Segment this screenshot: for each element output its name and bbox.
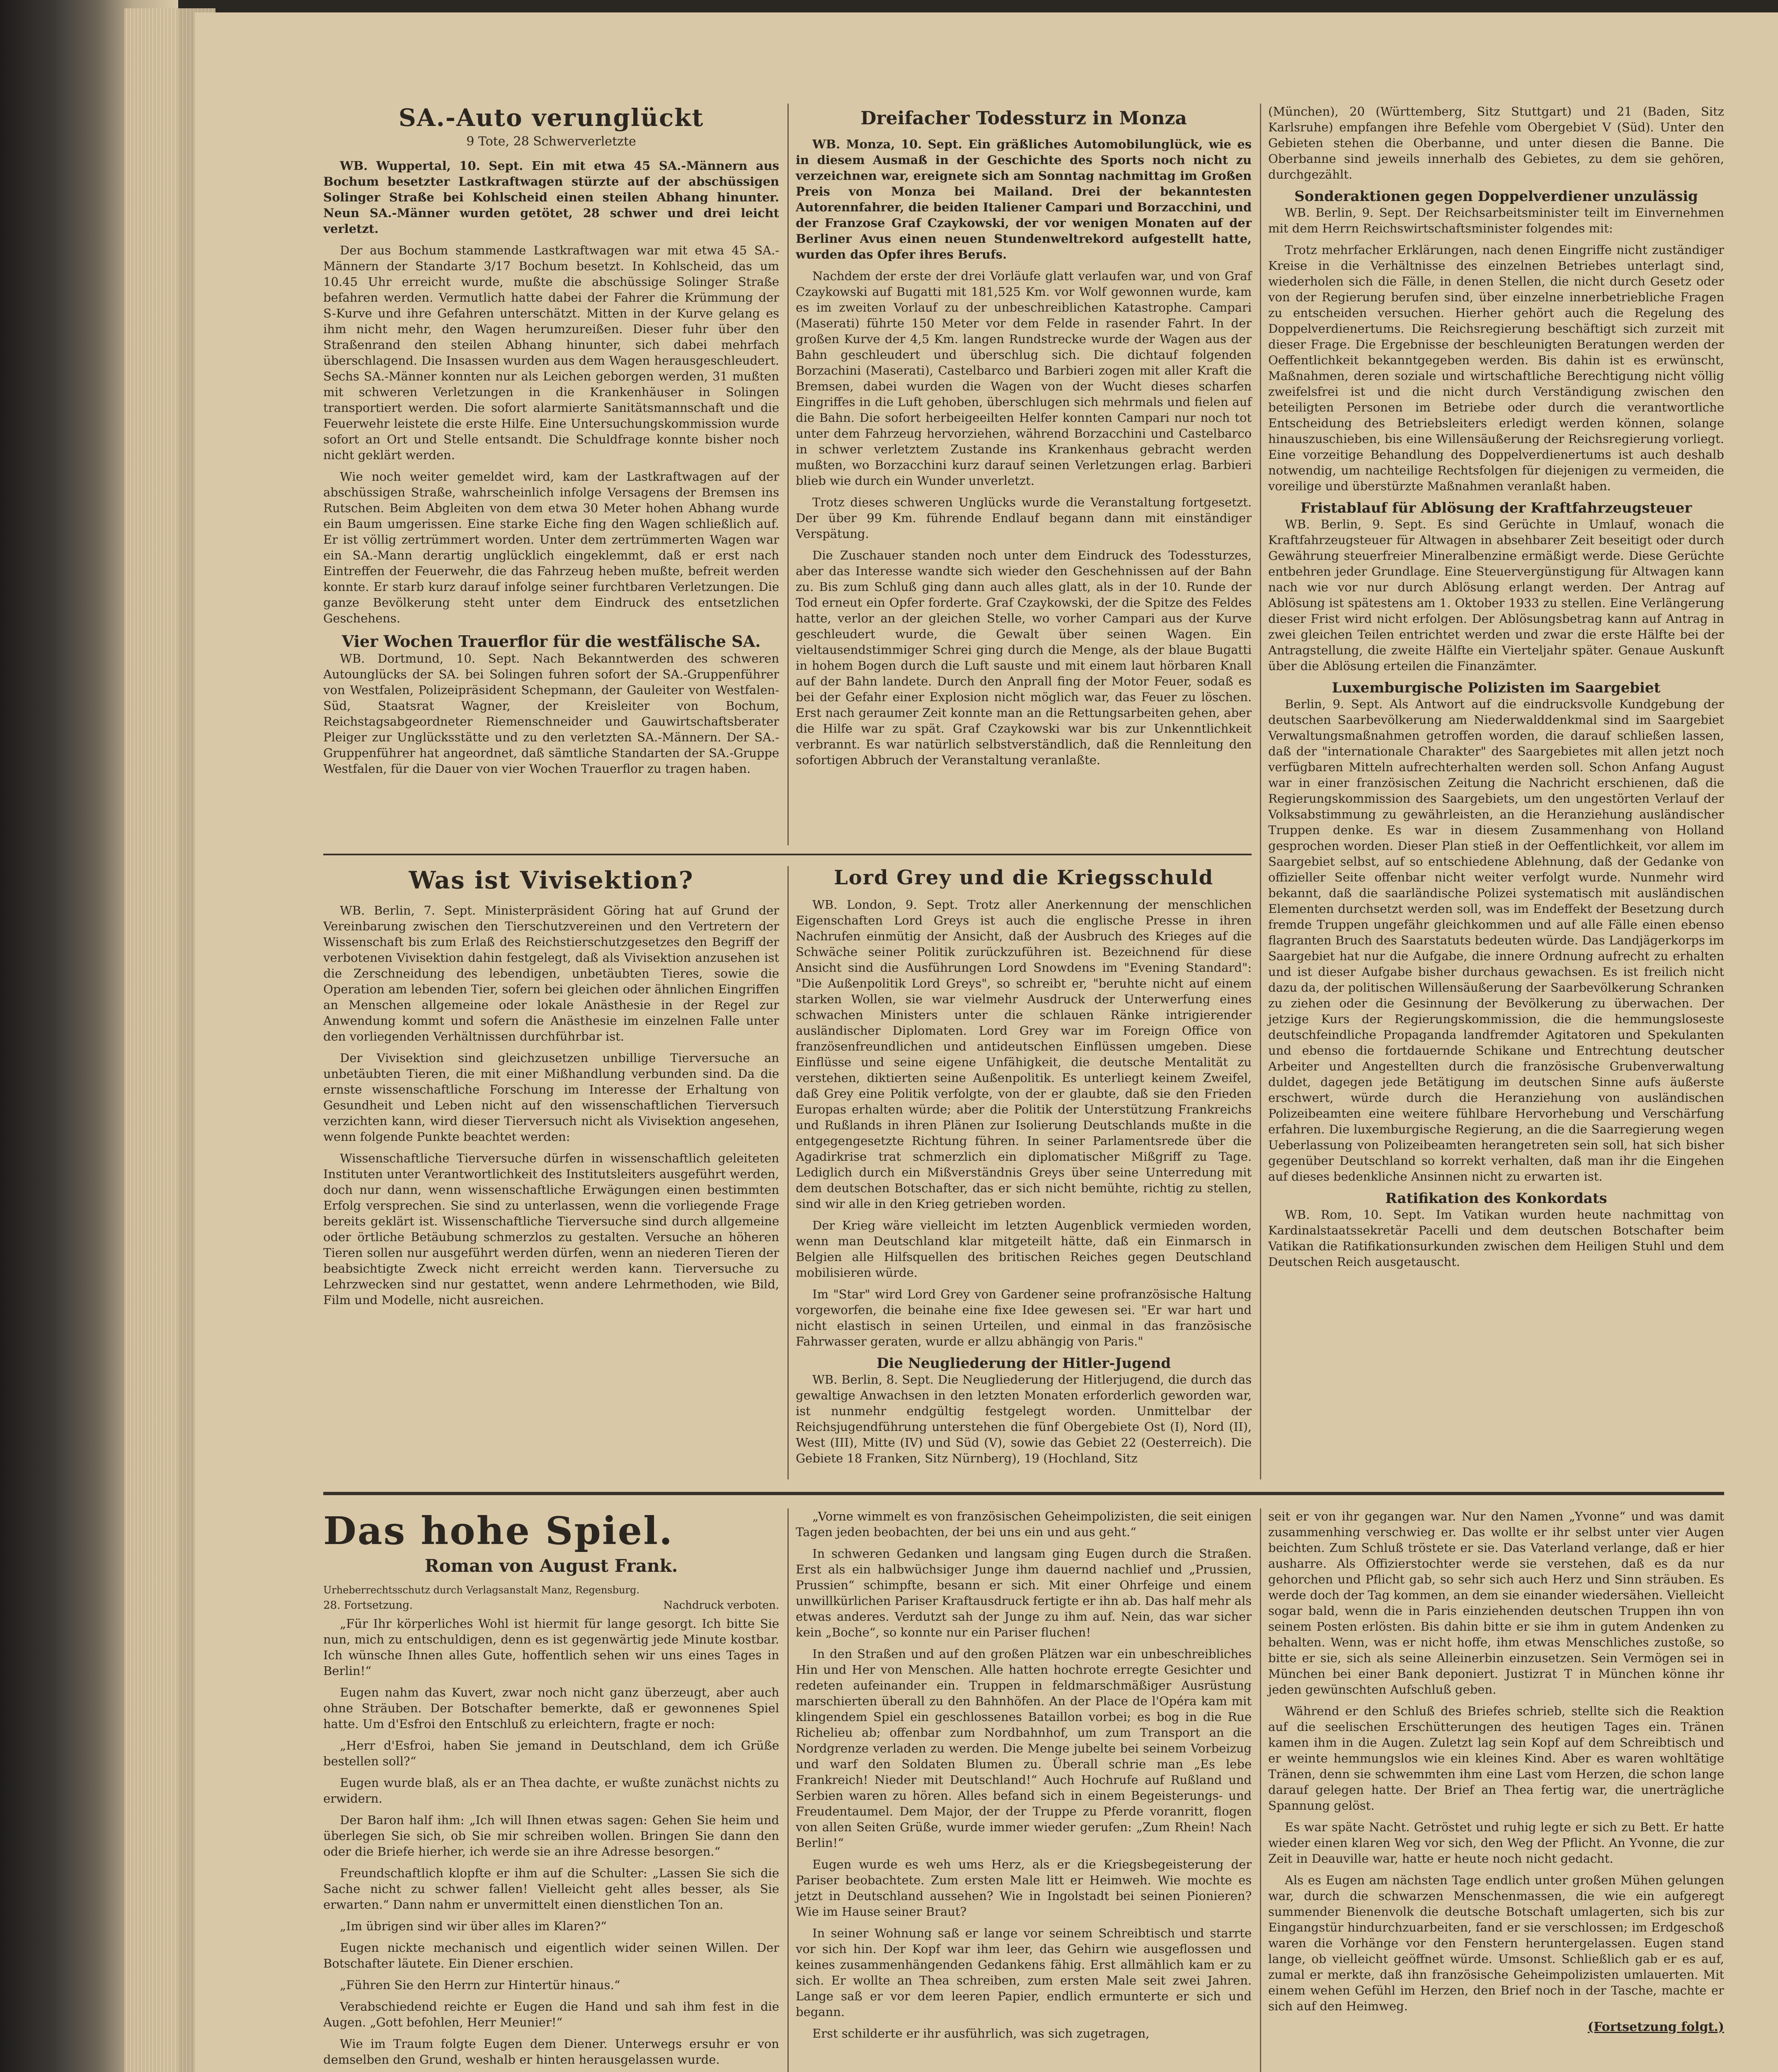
novel-paragraph: „Führen Sie den Herrn zur Hintertür hinaus.“ xyxy=(340,1978,620,1992)
monza-paragraph: Trotz dieses schweren Unglücks wurde die Veranstaltung fortgesetzt. Der über 99 Km. führende Endlauf begann dann mit einständiger Verspätung. xyxy=(796,495,1252,541)
kraftfahrzeug-paragraph: WB. Berlin, 9. Sept. Es sind Gerüchte in Umlauf, wonach die Kraftfahrzeugsteuer für Altwagen in absehbarer Zeit beseitigt oder durch Gewährung steuerfreier Mineralbenzine ermäßigt werde. Diese Gerüchte entbehren jeder Grundlage. Eine Steuervergünstigung für Altwagen kann nach wie vor nur durch Ablösung erlangt werden. Der Antrag auf Ablösung ist spätestens am 1. Oktober 1933 zu stellen. Eine Verlängerung dieser Frist wird nicht erfolgen. Der Ablösungsbetrag kann auf Antrag in zwei gleichen Teilen entrichtet werden und zwar die erste Hälfte bei der Antragstellung, die zweite Hälfte ein Vierteljahr später. Genaue Auskunft über die Ablösung erteilen die Finanzämter. xyxy=(1268,517,1724,673)
doppelverdiener-paragraph: WB. Berlin, 9. Sept. Der Reichsarbeitsminister teilt im Einvernehmen mit dem Herrn Reichswirtschaftsminister folgendes mit: xyxy=(1268,206,1724,235)
novel-paragraph: Verabschiedend reichte er Eugen die Hand und sah ihm fest in die Augen. „Gott befohlen, Herr Meunier!“ xyxy=(323,1999,779,2029)
column-divider xyxy=(787,104,789,845)
monza-paragraph: Nachdem der erste der drei Vorläufe glatt verlaufen war, und von Graf Czaykowski auf Bugatti mit 181,525 Km. vor Wolf gewonnen wurde, kam es im zweiten Vorlauf zu der unbeschreiblichen Katastrophe. Campari (Maserati) führte 150 Meter vor dem Felde in rasender Fahrt. In der großen Kurve der 4,5 Km. langen Rundstrecke wurde der Wagen aus der Bahn geschleudert und überschlug sich. Die dichtauf folgenden Borzachini (Maserati), Castelbarco und Barbieri zogen mit aller Kraft die Bremsen, dabei wurden die Wagen von der Wucht dieses scharfen Eingriffes in die Luft gehoben, überschlugen sich mehrmals und fielen auf die Bahn. Die sofort herbeigeeilten Helfer konnten Campari nur noch tot unter dem Fahrzeug hervorziehen, während Borzacchini und Castelbarco in schwer verletztem Zustande ins Krankenhaus gebracht werden mußten, wo Borzacchini kurz darauf seinen Verletzungen erlag. Barbieri blieb wie durch ein Wunder unverletzt. xyxy=(796,269,1252,488)
lord-grey-title: Lord Grey und die Kriegsschuld xyxy=(833,866,1214,889)
trauerflor-paragraph: WB. Dortmund, 10. Sept. Nach Bekanntwerden des schweren Autounglücks der SA. bei Solingen fuhren sofort der SA.-Gruppenführer von Westfalen, Polizeipräsident Schepmann, der Gauleiter von Westfalen-Süd, Staatsrat Wagner, der Kreisleiter von Bochum, Reichstagsabgeordneter Riemenschneider und Gauwirtschaftsberater Pleiger zur Unglücksstätte und zu den verletzten SA.-Männern. Der SA.-Gruppenführer hat angeordnet, daß sämtliche Standarten der SA.-Gruppe Westfalen, für die Dauer von vier Wochen Trauerflor zu tragen haben. xyxy=(323,651,779,776)
lord-grey-paragraph: WB. London, 9. Sept. Trotz aller Anerkennung der menschlichen Eigenschaften Lord Greys ist auch die englische Presse in ihren Nachrufen einmütig der Ansicht, daß der Ausbruch des Krieges auf die Schwäche seiner Politik zurückzuführen ist. Bezeichnend für diese Ansicht sind die Ausführungen Lord Snowdens im "Evening Standard": "Die Außenpolitik Lord Greys", so schreibt er, "beruhte nicht auf einem starken Wollen, sie war vielmehr Ausdruck der Unterwerfung eines schwachen Ministers unter die schlauen Ränke intrigierender ausländischer Diplomaten. Lord Grey war im Foreign Office von französenfreundlichen und antideutschen Einflüssen umgeben. Diese Einflüsse und seine eigene Unfähigkeit, die deutsche Mentalität zu verstehen, diktierten seine Außenpolitik. Es unterliegt keinem Zweifel, daß Grey eine Politik verfolgte, von der er glaubte, daß sie den Frieden Europas erhalten würde; aber die Politik der Unterstützung Frankreichs und Rußlands in ihren Plänen zur Isolierung Deutschlands mußte in die entgegengesetzte Richtung führen. In seiner Parlamentsrede über die Agadirkrise trat schmerzlich ein diplomatischer Mißgriff zu Tage. Lediglich durch ein Mißverständnis Greys über seine Unterredung mit dem deutschen Botschafter, das er sich nicht bemühte, richtig zu stellen, sind wir alle in den Krieg getrieben worden. xyxy=(796,898,1252,1211)
novel-column-3 xyxy=(1268,1508,1724,2034)
lord-grey-paragraph: Der Krieg wäre vielleicht im letzten Augenblick vermieden worden, wenn man Deutschland klar mitgeteilt hätte, daß ein Einmarsch in Belgien alle Hilfsquellen des britischen Reiches gegen Deutschland mobilisieren würde. xyxy=(796,1218,1252,1280)
novel-subtitle: Roman von August Frank. xyxy=(424,1556,678,1576)
vivisektion-paragraph: Wissenschaftliche Tierversuche dürfen in wissenschaftlich geleiteten Instituten unter Verantwortlichkeit des Institutsleiters ausgeführt werden, doch nur dann, wenn wissenschaftliche Erwägungen einen bestimmten Erfolg versprechen. Sie sind zu unterlassen, wenn die vorliegende Frage bereits geklärt ist. Wissenschaftliche Tierversuche sind durch allgemeine oder örtliche Betäubung schmerzlos zu gestalten. Versuche an höheren Tieren sollen nur ausgeführt werden dürfen, wenn an niederen Tieren der beabsichtigte Zweck nicht erreicht werden kann. Tierversuche zu Lehrzwecken sind nur gestattet, wenn andere Lehrmethoden, wie Bild, Film und Modelle, nicht ausreichen. xyxy=(323,1151,779,1307)
konkordat-title: Ratifikation des Konkordats xyxy=(1385,1190,1607,1207)
novel-paragraph: Freundschaftlich klopfte er ihm auf die Schulter: „Lassen Sie sich die Sache nicht zu schwer fallen! Vielleicht geht alles besser, als Sie erwarten.“ Dann nahm er unvermittelt einen dienstlichen Ton an. xyxy=(323,1866,779,1912)
vivisektion-paragraph: WB. Berlin, 7. Sept. Ministerpräsident Göring hat auf Grund der Vereinbarung zwischen den Tierschutzvereinen und den Vertretern der Wissenschaft bis zum Erlaß des Reichstierschutzgesetzes den Begriff der verbotenen Vivisektion dahin festgelegt, daß als Vivisektion anzusehen ist die Zerschneidung des lebendigen, unbetäubten Tieres, sowie die Operation am lebenden Tier, sofern bei gleichen oder ähnlichen Eingriffen an Menschen allgemeine oder lokale Anästhesie in der Regel zur Anwendung kommt und sofern die Anästhesie im einzelnen Falle unter den vorliegenden Verhältnissen durchführbar ist. xyxy=(323,903,779,1043)
column-2-top xyxy=(796,104,1252,774)
sa-auto-paragraph: Wie noch weiter gemeldet wird, kam der Lastkraftwagen auf der abschüssigen Straße, wahrscheinlich infolge Versagens der Bremsen ins Rutschen. Beim Abgleiten von dem etwa 30 Meter hohen Abhang wurde ein Baum umgerissen. Eine starke Eiche fing den Wagen schließlich auf. Er ist völlig zertrümmert worden. Unter dem zertrümmerten Wagen war ein SA.-Mann derartig unglücklich eingeklemmt, daß er erst nach Eintreffen der Feuerwehr, die das Fahrzeug heben mußte, befreit werden konnte. Er starb kurz darauf infolge seiner furchtbaren Verletzungen. Die ganze Bevölkerung steht unter dem Eindruck des entsetzlichen Geschehens. xyxy=(323,470,779,625)
column-2-middle xyxy=(796,866,1252,1472)
monza-paragraph: Die Zuschauer standen noch unter dem Eindruck des Todessturzes, aber das Interesse wandte sich wieder den Geschehnissen auf der Bahn zu. Bis zum Schluß ging dann auch alles glatt, als in der 10. Runde der Tod erneut ein Opfer forderte. Graf Czaykowski, der die Spitze des Feldes hatte, verlor an der gleichen Stelle, wo vorher Campari aus der Kurve geschleudert wurde, die Gewalt über seinen Wagen. Ein vieltausendstimmiger Schrei ging durch die Menge, als der blaue Bugatti in hohem Bogen durch die Luft sauste und mit einem laut hörbaren Knall auf der Bahn landete. Durch den Anprall fing der Motor Feuer, sodaß es bei der Gefahr einer Explosion nicht möglich war, das Feuer zu löschen. Erst nach geraumer Zeit konnte man an die Rettungsarbeiten gehen, aber die Hilfe war zu spät. Graf Czaykowski war bis zur Unkenntlichkeit verbrannt. Es war natürlich selbstverständlich, daß die Rennleitung den sofortigen Abbruch der Veranstaltung veranlaßte. xyxy=(796,548,1252,767)
doppelverdiener-title: Sonderaktionen gegen Doppelverdiener unzulässig xyxy=(1294,188,1698,205)
hj-continuation: (München), 20 (Württemberg, Sitz Stuttgart) und 21 (Baden, Sitz Karlsruhe) empfangen ihre Befehle vom Obergebiet V (Süd). Unter den Gebieten stehen die Oberbanne, und unter diesen die Banne. Die Oberbanne sind jeweils innerhalb des Gebietes, zu dem sie gehören, durchgezählt. xyxy=(1268,104,1724,182)
novel-paragraph: Eugen wurde blaß, als er an Thea dachte, er wußte zunächst nichts zu erwidern. xyxy=(323,1776,779,1806)
sa-auto-paragraph: Der aus Bochum stammende Lastkraftwagen war mit etwa 45 SA.-Männern der Standarte 3/17 Bochum besetzt. In Kohlscheid, das um 10.45 Uhr erreicht wurde, mußte die abschüssige Solinger Straße befahren werden. Vermutlich hatte dabei der Fahrer die Krümmung der S-Kurve und ihre Gefahren unterschätzt. Mitten in der Kurve gelang es ihm nicht mehr, den Wagen herumzureißen. Dieser fuhr über den Straßenrand den steilen Abhang hinunter, sich dabei mehrfach überschlagend. Die Insassen wurden aus dem Wagen herausgeschleudert. Sechs SA.-Männer konnten nur als Leichen geborgen werden, 31 mußten mit schweren Verletzungen in die Krankenhäuser in Solingen transportiert werden. Die sofort alarmierte Sanitätsmannschaft und die Feuerwehr leistete die erste Hilfe. Eine Untersuchungskommission wurde sofort an Ort und Stelle entsandt. Die Schuldfrage konnte bisher noch nicht geklärt werden. xyxy=(323,243,779,462)
novel-title: Das hohe Spiel. xyxy=(323,1508,674,1553)
novel-paragraph: „Herr d'Esfroi, haben Sie jemand in Deutschland, dem ich Grüße bestellen soll?“ xyxy=(323,1738,779,1768)
novel-meta-row xyxy=(323,1599,779,1612)
saargebiet-paragraph: Berlin, 9. Sept. Als Antwort auf die eindrucksvolle Kundgebung der deutschen Saarbevölkerung am Niederwalddenkmal sind im Saargebiet Verwaltungsmaßnahmen getroffen worden, die darauf schließen lassen, daß der "internationale Charakter" des Saargebietes mit allen jetzt noch verfügbaren Mitteln aufrechterhalten werden soll. Schon Anfang August war in einer französischen Zeitung die Nachricht erschienen, daß die Regierungskommission des Saargebiets, um den ungestörten Verlauf der Volksabstimmung zu gewährleisten, an die Heranziehung ausländischer Truppen denke. Es war in diesem Zusammenhang von Holland gesprochen worden. Dieser Plan stieß in der Oeffentlichkeit, vor allem im Saargebiet selbst, auf so entschiedene Ablehnung, daß der Gedanke von offizieller Seite offenbar nicht weiter verfolgt wurde. Nunmehr wird bekannt, daß die saarländische Polizei systematisch mit ausländischen Elementen durchsetzt werden soll, was im Endeffekt der Besetzung durch fremde Truppen ungefähr gleichkommen und auf alle Fälle einen ebenso flagranten Bruch des Saarstatuts bedeuten würde. Das Landjägerkorps im Saargebiet hat nur die Aufgabe, die innere Ordnung aufrecht zu erhalten und ist dieser Aufgabe bisher durchaus gewachsen. Es ist freilich nicht dazu da, der politischen Willensäußerung der Saarbevölkerung Schranken zu ziehen oder die Gesinnung der Bevölkerung zu überwachen. Der jetzige Kurs der Regierungskommission, die die hemmungsloseste deutschfeindliche Propaganda landfremder Agitatoren und Spekulanten und ebenso die fortdauernde Schikane und Entrechtung deutscher Arbeiter und Angestellten durch die französische Grubenverwaltung duldet, dagegen jede Betätigung im deutschen Sinne aufs äußerste erschwert, würde durch die Heranziehung von ausländischen Polizeibeamten eine weitere fühlbare Hervorhebung und Verschärfung erfahren. Die luxemburgische Regierung, an die die Saarregierung wegen Ueberlassung von Polizeibeamten herangetreten sein soll, hat sich bisher gegenüber Deutschland so korrekt verhalten, daß man ihr die Eingehen auf dieses bedenkliche Ansinnen nicht zu erwarten ist. xyxy=(1268,697,1724,1184)
feuilleton-rule xyxy=(323,1492,1724,1495)
novel-paragraph: Wie im Traum folgte Eugen dem Diener. Unterwegs ersuhr er von demselben den Grund, weshalb er hinten herausgelassen wurde. xyxy=(323,2037,779,2067)
sa-auto-subtitle: 9 Tote, 28 Schwerverletzte xyxy=(466,134,636,149)
column-divider xyxy=(787,866,789,1479)
novel-paragraph: In seiner Wohnung saß er lange vor seinem Schreibtisch und starrte vor sich hin. Der Kopf war ihm leer, das Gehirn wie ausgeflossen und keines zusammenhängenden Gedankens fähig. Erst allmählich kam er zu sich. Er wollte an Thea schreiben, zum ersten Male seit zwei Jahren. Lange saß er vor dem leeren Papier, endlich ermunterte er sich und begann. xyxy=(796,1926,1252,2019)
column-divider xyxy=(787,1508,789,2072)
saargebiet-title: Luxemburgische Polizisten im Saargebiet xyxy=(1332,680,1661,696)
novel-paragraph: In schweren Gedanken und langsam ging Eugen durch die Straßen. Erst als ein halbwüchsiger Junge ihm dauernd nachlief und „Prussien, Prussien“ schimpfte, besann er sich. Mit einer Ohrfeige und einem unwillkürlichen Pariser Kraftausdruck fertigte er ihn ab. Das half mehr als etwas anderes. Verdutzt sah der Junge zu ihm auf. Nein, das war sicher kein „Boche“, so konnte nur ein Pariser fluchen! xyxy=(796,1547,1252,1639)
section-rule xyxy=(323,854,1252,855)
kraftfahrzeug-title: Fristablauf für Ablösung der Kraftfahrzeugsteuer xyxy=(1300,500,1692,516)
novel-paragraph: Der Baron half ihm: „Ich will Ihnen etwas sagen: Gehen Sie heim und überlegen Sie sich, ob Sie mir schreiben wollen. Bringen Sie dann den oder die Briefe hierher, ich werde sie an ihre Adresse besorgen.“ xyxy=(323,1813,779,1859)
column-3 xyxy=(1268,104,1724,1276)
column-divider xyxy=(1260,1508,1261,2072)
novel-column-2 xyxy=(796,1508,1252,2047)
novel-paragraph: Eugen wurde es weh ums Herz, als er die Kriegsbegeisterung der Pariser beobachtete. Zum ersten Male litt er Heimweh. Wie mochte es jetzt in Deutschland aussehen? Wie in Ingolstadt bei seinen Pionieren? Wie im Hause seiner Braut? xyxy=(796,1857,1252,1919)
novel-copyright: Urheberrechtsschutz durch Verlagsanstalt Manz, Regensburg. xyxy=(323,1584,639,1596)
novel-paragraph: seit er von ihr gegangen war. Nur den Namen „Yvonne“ und was damit zusammenhing verschwieg er. Das wollte er ihr selbst unter vier Augen beichten. Zum Schluß tröstete er sie. Das Vaterland verlange, daß er hier ausharre. Als Offizierstochter werde sie verstehen, daß es da nur gehorchen und Pflicht gab, so sehr sich auch Herz und Sinn sträuben. Es werde doch der Tag kommen, an dem sie einander wiedersähen. Vielleicht sogar bald, wenn die in Paris einziehenden deutschen Truppen ihn von seinem Posten erlösten. Bis dahin bitte er sie ihm in gutem Andenken zu behalten. Wenn, was er nicht hoffe, ihm etwas Menschliches zustoße, so bitte er sie, sich als seine Alleinerbin einzusetzen. Sein Vermögen sei in München bei einer Bank deponiert. Justizrat T in München könne ihr jeden gewünschten Aufschluß geben. xyxy=(1268,1509,1724,1697)
novel-reprint-note: Nachdruck verboten. xyxy=(663,1599,779,1612)
vivisektion-title: Was ist Vivisektion? xyxy=(409,866,694,894)
novel-paragraph: „Für Ihr körperliches Wohl ist hiermit für lange gesorgt. Ich bitte Sie nun, mich zu entschuldigen, denn es ist gegenwärtig jede Minute kostbar. Ich wünsche Ihnen alles Gute, hoffentlich sehen wir uns eines Tages in Berlin!“ xyxy=(323,1617,779,1678)
lord-grey-paragraph: Im "Star" wird Lord Grey von Gardener seine profranzösische Haltung vorgeworfen, die beinahe eine fixe Idee gewesen sei. "Er war hart und nicht elastisch in seinen Urteilen, und einmal in das französische Fahrwasser geraten, wurde er allzu abhängig von Paris." xyxy=(796,1287,1252,1348)
novel-paragraph: „Im übrigen sind wir über alles im Klaren?“ xyxy=(340,1919,607,1933)
doppelverdiener-paragraph: Trotz mehrfacher Erklärungen, nach denen Eingriffe nicht zuständiger Kreise in die Verhältnisse des einzelnen Betriebes unterlagt sind, wiederholen sich die Fälle, in denen Stellen, die nicht durch Gesetz oder von der Regierung berufen sind, über einzelne innerbetriebliche Fragen zu entscheiden versuchen. Hierher gehört auch die Regelung des Doppelverdienertums. Die Reichsregierung beschäftigt sich zurzeit mit dieser Frage. Die Ergebnisse der beschleunigten Beratungen werden der Oeffentlichkeit bekanntgegeben werden. Bis dahin ist es erwünscht, Maßnahmen, deren soziale und wirtschaftliche Berechtigung nicht völlig zweifelsfrei ist und die nicht durch Verständigung zwischen den beteiligten Personen im Betriebe oder durch die verantwortliche Entscheidung des Betriebsleiters erledigt werden können, solange hinauszuschieben, bis eine Willensäußerung der Reichsregierung vorliegt. Eine vorzeitige Behandlung des Doppelverdienertums ist auch deshalb notwendig, um nachteilige Rechtsfolgen für diejenigen zu vermeiden, die voreilige und überstürzte Maßnahmen veranlaßt haben. xyxy=(1268,243,1724,493)
novel-paragraph: Erst schilderte er ihr ausführlich, was sich zugetragen, xyxy=(812,2026,1150,2041)
column-divider xyxy=(1260,104,1261,1479)
novel-paragraph: Es war späte Nacht. Getröstet und ruhig legte er sich zu Bett. Er hatte wieder einen klaren Weg vor sich, den Weg der Pflicht. An Yvonne, die zur Zeit in Deauville war, hatte er heute noch nicht gedacht. xyxy=(1268,1820,1724,1866)
novel-paragraph: „Vorne wimmelt es von französischen Geheimpolizisten, die seit einigen Tagen jeden beobachten, der bei uns ein und aus geht.“ xyxy=(796,1509,1252,1539)
trauerflor-title: Vier Wochen Trauerflor für die westfälische SA. xyxy=(342,632,761,651)
hitlerjugend-paragraph: WB. Berlin, 8. Sept. Die Neugliederung der Hitlerjugend, die durch das gewaltige Anwachsen in den letzten Monaten erforderlich geworden war, ist nunmehr endgültig festgelegt worden. Unmittelbar der Reichsjugendführung unterstehen die fünf Obergebiete Ost (I), Nord (II), West (III), Mitte (IV) und Süd (V), sowie das Gebiet 22 (Oesterreich). Die Gebiete 18 Franken, Sitz Nürnberg), 19 (Hochland, Sitz xyxy=(796,1372,1252,1465)
vivisektion-paragraph: Der Vivisektion sind gleichzusetzen unbillige Tierversuche an unbetäubten Tieren, die mit einer Mißhandlung verbunden sind. Da die ernste wissenschaftliche Forschung im Interesse der Erhaltung von Gesundheit und Leben nicht auf den wissenschaftlichen Tierversuch verzichten kann, wird dieser Tierversuch nicht als Vivisektion angesehen, wenn folgende Punkte beachtet werden: xyxy=(323,1051,779,1144)
konkordat-paragraph: WB. Rom, 10. Sept. Im Vatikan wurden heute nachmittag von Kardinalstaatssekretär Pacelli und dem deutschen Botschafter beim Vatikan die Ratifikationsurkunden zwischen dem Heiligen Stuhl und dem Deutschen Reich ausgetauscht. xyxy=(1268,1208,1724,1269)
monza-lead: WB. Monza, 10. Sept. Ein gräßliches Automobilunglück, wie es in diesem Ausmaß in der Geschichte des Sports noch nicht zu verzeichnen war, ereignete sich am Sonntag nachmittag im Großen Preis von Monza bei Mailand. Drei der bekanntesten Autorennfahrer, die beiden Italiener Campari und Borzacchini, und der Franzose Graf Czaykowski, der vor wenigen Monaten auf der Berliner Avus einen neuen Stundenweltrekord aufgestellt hatte, wurden das Opfer ihres Berufs. xyxy=(796,137,1252,261)
sa-auto-lead: WB. Wuppertal, 10. Sept. Ein mit etwa 45 SA.-Männern aus Bochum besetzter Lastkraftwagen stürzte auf der abschüssigen Solinger Straße bei Kohlscheid einen steilen Abhang hinunter. Neun SA.-Männer wurden getötet, 28 schwer und drei leicht verletzt. xyxy=(323,159,779,236)
novel-paragraph: Während er den Schluß des Briefes schrieb, stellte sich die Reaktion auf die seelischen Erschütterungen des heutigen Tages ein. Tränen kamen ihm in die Augen. Zuletzt lag sein Kopf auf dem Schreibtisch und er weinte hemmungslos wie ein kleines Kind. Aber es waren wohltätige Tränen, denn sie schwemmten ihm eine Last vom Herzen, die schon lange darauf gelegen hatte. Der Brief an Thea fertig war, die unerträgliche Spannung gelöst. xyxy=(1268,1704,1724,1813)
column-1-top xyxy=(323,104,779,782)
monza-title: Dreifacher Todessturz in Monza xyxy=(860,108,1187,129)
novel-paragraph: In den Straßen und auf den großen Plätzen war ein unbeschreibliches Hin und Her von Menschen. Alle hatten hochrote erregte Gesichter und redeten aufeinander ein. Truppen in feldmarschmäßiger Ausrüstung marschierten überall zu den Bahnhöfen. An der Place de l'Opéra kam mit klingendem Spiel ein geschlossenes Bataillon vorbei; es bog in die Rue Richelieu ab; offenbar zum Nordbahnhof, um zum Transport an die Nordgrenze verladen zu werden. Die Menge jubelte bei seinem Vorbeizug und warf den Soldaten Blumen zu. Überall schrie man „Es lebe Frankreich! Nieder mit Deutschland!“ Auch Hochrufe auf Rußland und Serbien waren zu hören. Alles befand sich in einem Begeisterungs- und Freudentaumel. Dem Major, der der Truppe zu Pferde voranritt, flogen von allen Seiten Grüße, wurde immer wieder gerufen: „Zum Rhein! Nach Berlin!“ xyxy=(796,1647,1252,1850)
sa-auto-title: SA.-Auto verunglückt xyxy=(398,104,704,132)
hitlerjugend-title: Die Neugliederung der Hitler-Jugend xyxy=(876,1355,1171,1372)
novel-continued-note: (Fortsetzung folgt.) xyxy=(1587,2020,1724,2034)
novel-installment: 28. Fortsetzung. xyxy=(323,1599,413,1612)
novel-paragraph: Als es Eugen am nächsten Tage endlich unter großen Mühen gelungen war, durch die schwarzen Menschenmassen, die wie ein aufgeregt summender Bienenvolk die deutsche Botschaft umlagerten, sich bis zur Eingangstür hindurchzuarbeiten, fand er sie verschlossen; im Erdgeschoß waren die Vorhänge vor den Fenstern heruntergelassen. Eugen stand lange, ob vielleicht geöffnet würde. Umsonst. Schließlich gab er es auf, zumal er merkte, daß ihn französische Geheimpolizisten umlauerten. Mit einem wehen Gefühl im Herzen, den Brief noch in der Tasche, machte er sich auf den Heimweg. xyxy=(1268,1873,1724,2013)
novel-paragraph: Eugen nickte mechanisch und eigentlich wider seinen Willen. Der Botschafter läutete. Ein Diener erschien. xyxy=(323,1941,779,1970)
column-1-middle xyxy=(323,866,779,1314)
novel-column-1 xyxy=(323,1508,779,2072)
novel-paragraph: Eugen nahm das Kuvert, zwar noch nicht ganz überzeugt, aber auch ohne Sträuben. Der Botschafter bemerkte, daß er gewonnenes Spiel hatte. Um d'Esfroi den Entschluß zu erleichtern, fragte er noch: xyxy=(323,1685,779,1731)
